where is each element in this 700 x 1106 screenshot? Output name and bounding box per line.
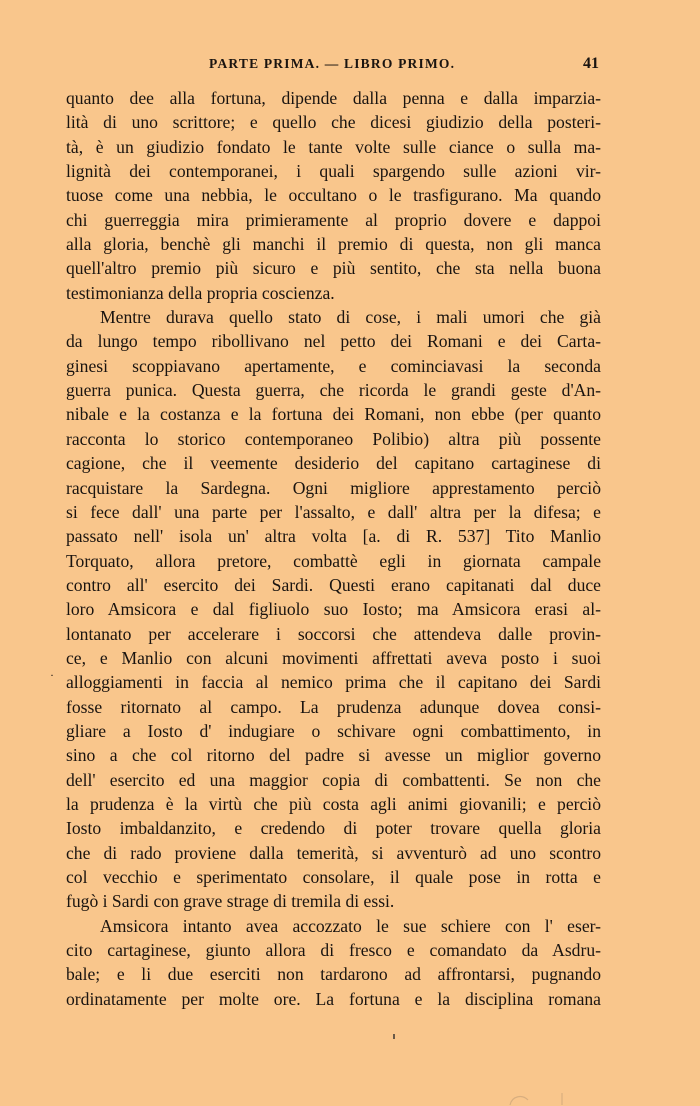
printer-mark bbox=[393, 1034, 395, 1039]
text-line: lignità dei contemporanei, i quali spargendo sulle azioni vir- bbox=[66, 161, 601, 182]
text-line: tà, è un giudizio fondato le tante volte sulle ciance o sulla ma- bbox=[66, 136, 601, 157]
running-head bbox=[0, 56, 700, 76]
text-line: lità di uno scrittore; e quello che dicesi giudizio della posteri- bbox=[66, 112, 601, 133]
text-line: ordinatamente per molte ore. La fortuna e la disciplina romana bbox=[66, 988, 601, 1009]
text-line: passato nell' isola un' altra volta [a. di R. 537] Tito Manlio bbox=[66, 526, 601, 547]
text-line: si fece dall' una parte per l'assalto, e dall' altra per la difesa; e bbox=[66, 501, 601, 522]
text-line: racquistare la Sardegna. Ogni migliore apprestamento perciò bbox=[66, 477, 601, 498]
text-line: loro Amsicora e dal figliuolo suo Iosto; ma Amsicora erasi al- bbox=[66, 599, 601, 620]
text-line: chi guerreggia mira primieramente al proprio dovere e dappoi bbox=[66, 209, 601, 230]
text-line: tuose come una nebbia, le occultano o le trasfigurano. Ma quando bbox=[66, 185, 601, 206]
text-line: cagione, che il veemente desiderio del capitano cartaginese di bbox=[66, 453, 601, 474]
text-line: contro all' esercito dei Sardi. Questi erano capitanati dal duce bbox=[66, 574, 601, 595]
text-line: sino a che col ritorno del padre si avesse un miglior governo bbox=[66, 745, 601, 766]
text-line: Torquato, allora pretore, combattè egli in giornata campale bbox=[66, 550, 601, 571]
page-number: 41 bbox=[583, 55, 599, 72]
text-line: nibale e la costanza e la fortuna dei Romani, non ebbe (per quanto bbox=[66, 404, 601, 425]
text-line: ce, e Manlio con alcuni movimenti affrettati aveva posto i suoi bbox=[66, 647, 601, 668]
text-line: gliare a Iosto d' indugiare o schivare ogni combattimento, in bbox=[66, 720, 601, 741]
text-line: fosse ritornato al campo. La prudenza adunque dovea consi- bbox=[66, 696, 601, 717]
text-line: col vecchio e sperimentato consolare, il quale pose in rotta e bbox=[66, 867, 601, 887]
text-line: bale; e li due eserciti non tardarono ad affrontarsi, pugnando bbox=[66, 964, 601, 985]
margin-mark: · bbox=[50, 668, 54, 682]
text-line: che di rado proviene dalla temerità, si avventurò ad uno scontro bbox=[66, 842, 601, 863]
paragraph-start-line: Amsicora intanto avea accozzato le sue schiere con l' eser- bbox=[100, 915, 601, 936]
text-line: quanto dee alla fortuna, dipende dalla penna e dalla imparzia- bbox=[66, 88, 601, 108]
text-line: cito cartaginese, giunto allora di fresco e comandato da Asdru- bbox=[66, 940, 601, 961]
text-line: alla gloria, benchè gli manchi il premio di questa, non gli manca bbox=[66, 234, 601, 255]
text-line: alloggiamenti in faccia al nemico prima che il capitano dei Sardi bbox=[66, 672, 601, 693]
body-text bbox=[66, 86, 601, 1011]
paragraph-start-line: Mentre durava quello stato di cose, i mali umori che già bbox=[100, 307, 601, 328]
text-line: la prudenza è la virtù che più costa agli animi giovanili; e perciò bbox=[66, 793, 601, 814]
text-line: racconta lo storico contemporaneo Polibio) altra più possente bbox=[66, 428, 601, 449]
running-title: PARTE PRIMA. — LIBRO PRIMO. bbox=[209, 56, 456, 71]
text-line: lontanato per accelerare i soccorsi che attendeva dalle provin- bbox=[66, 623, 601, 644]
text-line: Iosto imbaldanzito, e credendo di poter trovare quella gloria bbox=[66, 818, 601, 839]
text-line: da lungo tempo ribollivano nel petto dei Romani e dei Carta- bbox=[66, 331, 601, 352]
text-line: ginesi scoppiavano apertamente, e cominciavasi la seconda bbox=[66, 355, 601, 376]
text-line: testimonianza della propria coscienza. bbox=[66, 282, 335, 303]
text-line: guerra punica. Questa guerra, che ricorda le grandi geste d'An- bbox=[66, 380, 601, 401]
text-line: dell' esercito ed una maggior copia di combattenti. Se non che bbox=[66, 769, 601, 790]
text-line: fugò i Sardi con grave strage di tremila di essi. bbox=[66, 891, 395, 912]
text-line: quell'altro premio più sicuro e più sentito, che sta nella buona bbox=[66, 258, 601, 279]
